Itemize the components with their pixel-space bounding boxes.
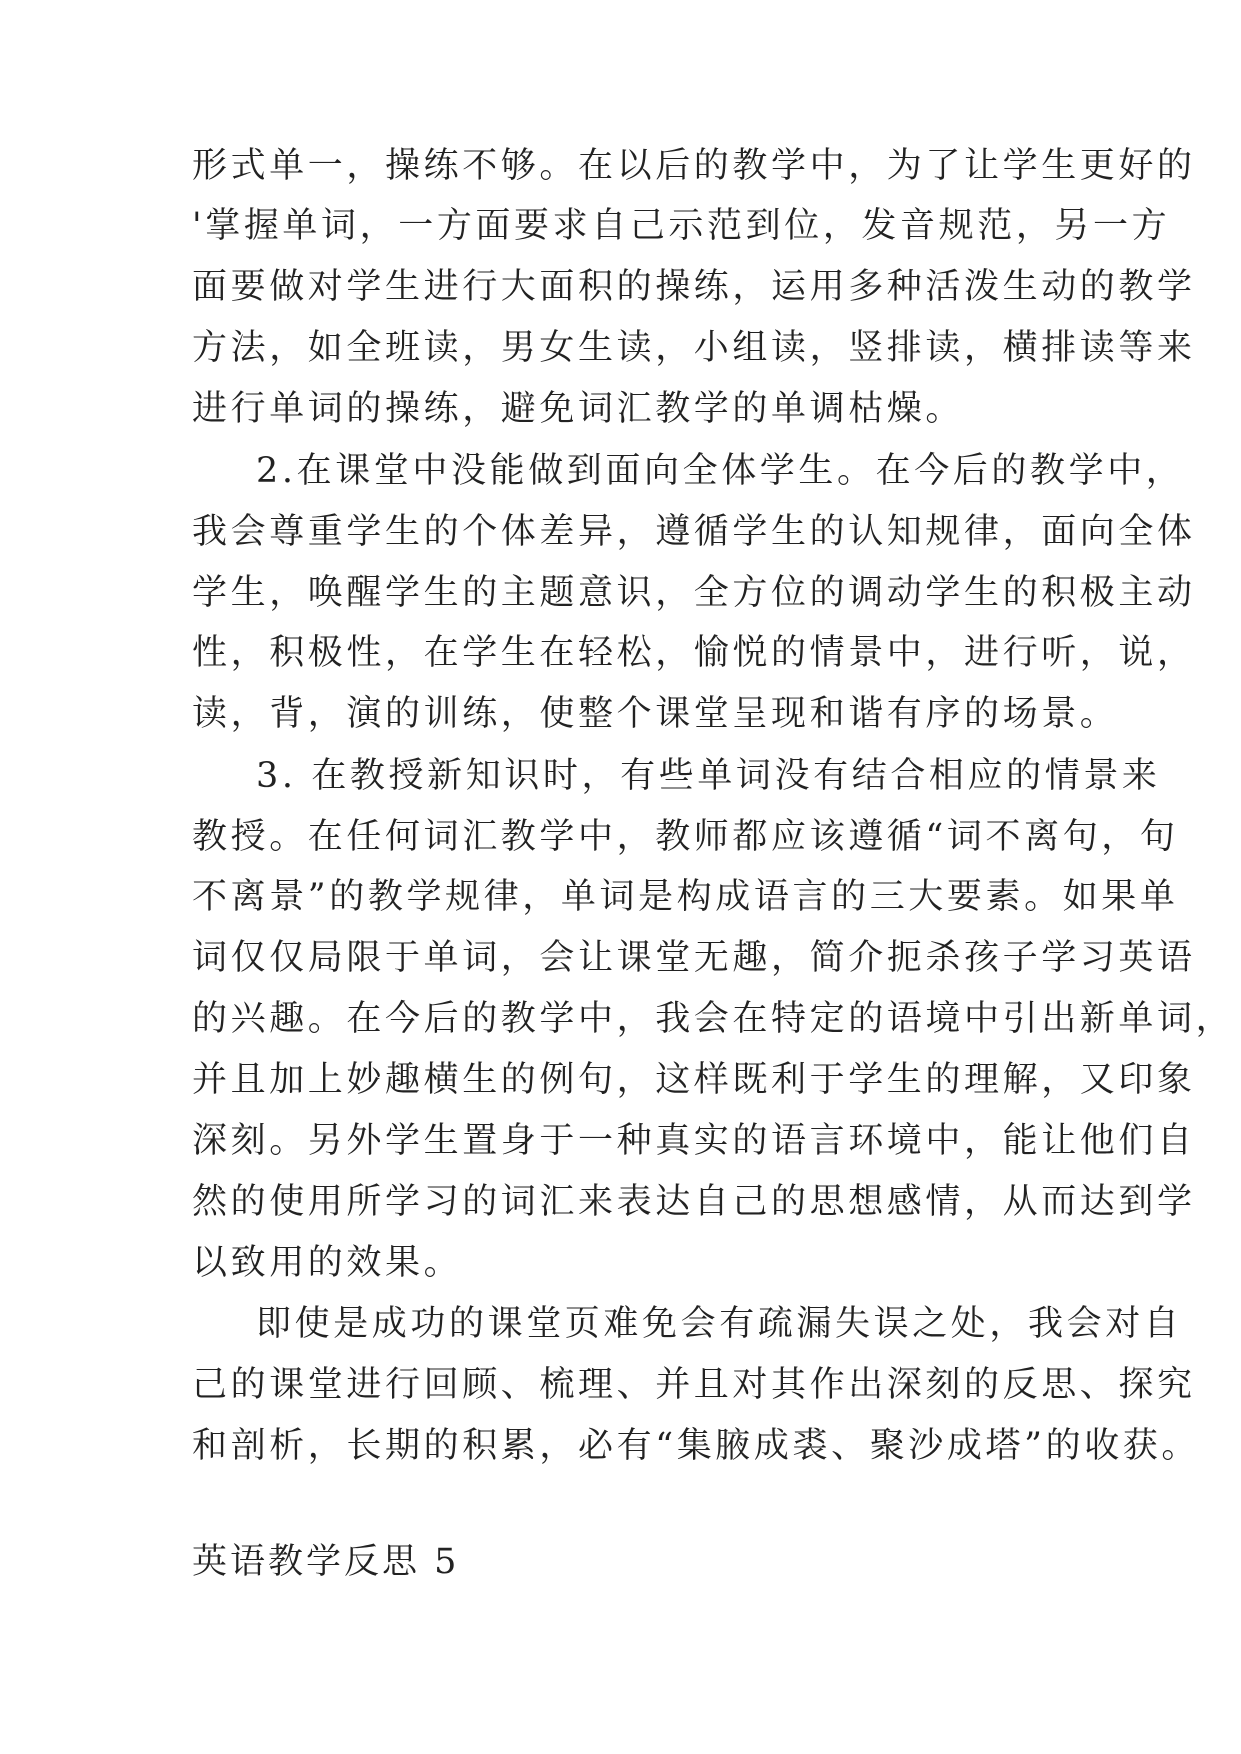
paragraph-line: 词仅仅局限于单词，会让课堂无趣，简介扼杀孩子学习英语	[192, 938, 1196, 978]
paragraph-line: 方法，如全班读，男女生读，小组读，竖排读，横排读等来	[192, 328, 1196, 368]
paragraph-line: 性，积极性，在学生在轻松，愉悦的情景中，进行听，说，	[192, 633, 1196, 673]
paragraph-line: 并且加上妙趣横生的例句，这样既利于学生的理解，又印象	[192, 1060, 1196, 1100]
paragraph-line: 形式单一，操练不够。在以后的教学中，为了让学生更好的	[192, 146, 1196, 186]
paragraph-line: 读，背，演的训练，使整个课堂呈现和谐有序的场景。	[192, 694, 1119, 734]
paragraph-line: 3. 在教授新知识时，有些单词没有结合相应的情景来	[256, 756, 1161, 796]
paragraph-line: 教授。在任何词汇教学中，教师都应该遵循“词不离句，句	[192, 817, 1179, 857]
paragraph-line: 己的课堂进行回顾、梳理、并且对其作出深刻的反思、探究	[192, 1365, 1196, 1405]
paragraph-line: '掌握单词，一方面要求自己示范到位，发音规范，另一方	[192, 206, 1171, 246]
paragraph-line: 的兴趣。在今后的教学中，我会在特定的语境中引出新单词，	[192, 999, 1235, 1039]
paragraph-line: 我会尊重学生的个体差异，遵循学生的认知规律，面向全体	[192, 512, 1196, 552]
section-heading: 英语教学反思 5	[192, 1542, 460, 1582]
paragraph-line: 进行单词的操练，避免词汇教学的单调枯燥。	[192, 389, 965, 429]
paragraph-line: 2.在课堂中没能做到面向全体学生。在今后的教学中，	[256, 451, 1185, 491]
paragraph-line: 即使是成功的课堂页难免会有疏漏失误之处，我会对自	[256, 1304, 1183, 1344]
paragraph-line: 学生，唤醒学生的主题意识，全方位的调动学生的积极主动	[192, 573, 1196, 613]
paragraph-line: 以致用的效果。	[192, 1243, 463, 1283]
paragraph-line: 和剖析，长期的积累，必有“集腋成裘、聚沙成塔”的收获。	[192, 1426, 1200, 1466]
paragraph-line: 然的使用所学习的词汇来表达自己的思想感情，从而达到学	[192, 1182, 1196, 1222]
paragraph-line: 不离景”的教学规律，单词是构成语言的三大要素。如果单	[192, 877, 1179, 917]
paragraph-line: 深刻。另外学生置身于一种真实的语言环境中，能让他们自	[192, 1121, 1196, 1161]
paragraph-line: 面要做对学生进行大面积的操练，运用多种活泼生动的教学	[192, 267, 1196, 307]
